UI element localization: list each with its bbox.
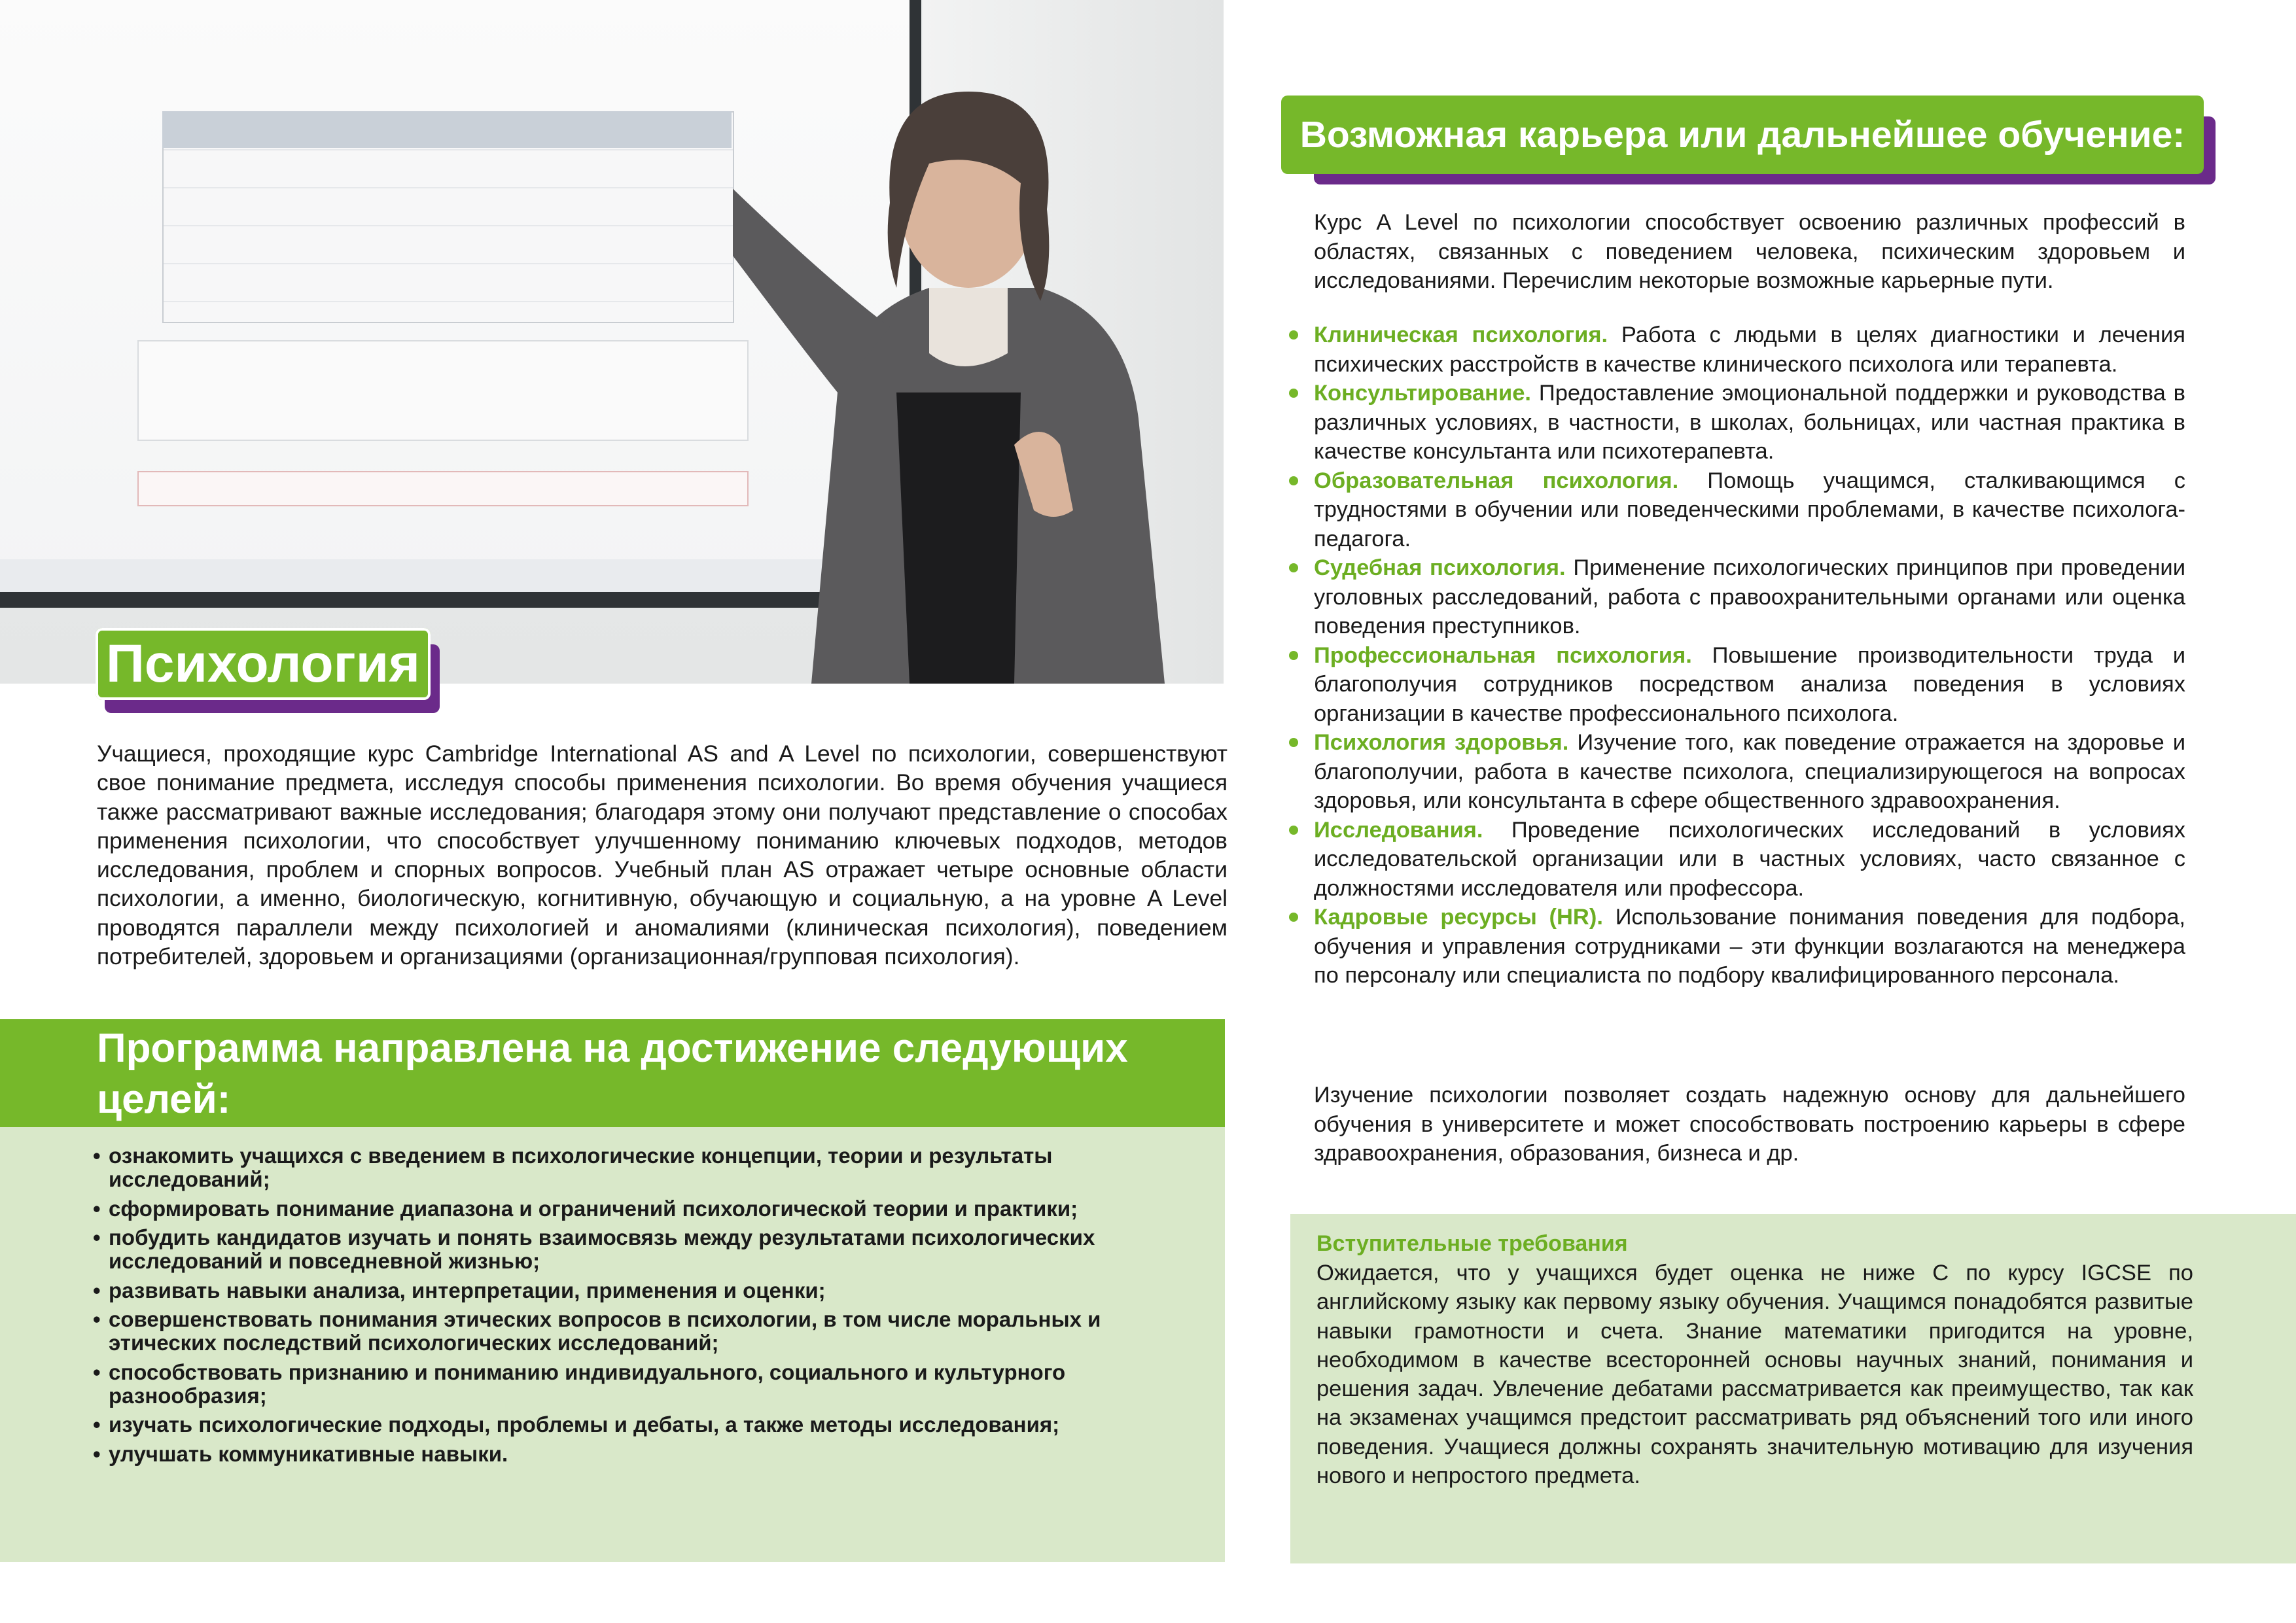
intro-paragraph: Учащиеся, проходящие курс Cambridge International AS and A Level по психологии, совершенствуют свое понимание предмета, исследуя способы применения психологии. Во время обучения учащиеся также рассматривают важные исследования; благодаря этому они получают представление о способах применения психологии, что способствует улучшенному пониманию ключевых подходов, методов исследования, проблем и спорных вопросов. Учебный план AS отражает четыре основные области психологии, а именно, биологическую, когнитивную, обучающую и социальную, а на уровне A Level проводятся параллели между психологией и аномалиями (клиническая психология), поведением потребителей, здоровьем и организациями (организационная/групповая психология). [97,741,1227,970]
bullet-icon [1289,389,1298,398]
requirements-text: Ожидается, что у учащихся будет оценка не ниже C по курсу IGCSE по английскому языку как первому языку обучения. Учащимся понадобятся развитые навыки грамотности и счета. Знание математики пригодится на уровне, необходимом в качестве всесторонней основы научных знаний, понимания и решения задач. Увлечение дебатами рассматривается как преимущество, так как на экзаменах учащимся предстоит рассматривать ряд объяснений того или иного поведения. Учащиеся должны сохранять значительную мотивацию для изучения нового и непростого предмета. [1316,1261,2193,1489]
career-item [1286,728,2185,816]
bullet-icon [1289,563,1298,572]
career-intro: Курс A Level по психологии способствует освоению различных профессий в областях, связанных с поведением человека, психическим здоровьем и исследованиями. Перечислим некоторые возможные карьерные пути. [1314,210,2185,293]
goal-item: • ознакомить учащихся с введением в психологические концепции, теории и результаты исследований; [93,1144,1179,1191]
career-term: Кадровые ресурсы (HR). [1314,905,1603,930]
goal-item: • совершенствовать понимания этических вопросов в психологии, в том числе моральных и этических последствий психологических исследований; [93,1308,1179,1355]
goal-item: • изучать психологические подходы, проблемы и дебаты, а также методы исследования; [93,1413,1179,1437]
goals-header [0,1019,1225,1127]
whiteboard-table-header [162,111,732,148]
career-header [1281,96,2204,174]
career-list [1286,321,2185,990]
career-term: Консультирование. [1314,381,1531,406]
teacher-figure [733,52,1191,684]
goals-heading: Программа направлена на достижение следующих целей: [97,1026,1128,1122]
career-description: Работа с людьми в целях диагностики и лечения психических расстройств в качестве клинического психолога или терапевта. [1314,323,2185,377]
goals-list [93,1144,1179,1471]
bullet-icon [1289,476,1298,485]
career-term: Образовательная психология. [1314,468,1679,493]
bullet-icon [1289,913,1298,922]
bullet-icon [1289,651,1298,660]
career-item [1286,466,2185,554]
hero-photo [0,0,1224,684]
career-term: Судебная психология. [1314,555,1566,580]
career-heading: Возможная карьера или дальнейшее обучение: [1299,114,2185,156]
career-term: Исследования. [1314,817,1483,843]
career-item [1286,816,2185,903]
requirements-panel [1290,1214,2296,1563]
career-description: Проведение психологических исследований в условиях исследовательской организации или в частных условиях, часто связанное с должностями исследователя или профессора. [1314,817,2185,901]
goal-item: • сформировать понимание диапазона и ограничений психологической теории и практики; [93,1197,1179,1221]
career-description: Повышение производительности труда и благополучия сотрудников посредством анализа поведения в условиях организации в качестве профессионального психолога. [1314,642,2185,726]
career-description: Помощь учащимся, сталкивающимся с трудностями в обучении или поведенческими проблемами, в качестве психолога-педагога. [1314,468,2185,551]
career-term: Клиническая психология. [1314,323,1608,347]
career-description: Применение психологических принципов при проведении уголовных расследований, работа с правоохранительными органами или оценка поведения преступников. [1314,555,2185,638]
career-description: Изучение того, как поведение отражается на здоровье и благополучии, работа в качестве психолога, специализирующегося на вопросах здоровья, или консультанта в сфере общественного здравоохранения. [1314,730,2185,813]
career-item [1286,553,2185,641]
goal-item: • улучшать коммуникативные навыки. [93,1442,1179,1466]
career-item [1286,903,2185,990]
career-description: Использование понимания поведения для подбора, обучения и управления сотрудниками – эти функции возлагаются на менеджера по персоналу или специалиста по подбору квалифицированного персонала. [1314,905,2186,988]
career-item [1286,641,2185,729]
career-term: Психология здоровья. [1314,730,1569,755]
goals-panel [0,1127,1225,1562]
career-item [1286,379,2185,466]
title-badge [96,628,431,700]
requirements-title: Вступительные требования [1316,1231,1628,1256]
career-outro: Изучение психологии позволяет создать надежную основу для дальнейшего обучения в университете и может способствовать построению карьеры в сфере здравоохранения, образования, бизнеса и др. [1314,1083,2185,1166]
bullet-icon [1289,738,1298,747]
career-description: Предоставление эмоциональной поддержки и руководства в различных условиях, в частности, в школах, больницах, или частная практика в качестве консультанта или психотерапевта. [1314,381,2185,464]
goal-item: • побудить кандидатов изучать и понять взаимосвязь между результатами психологических исследований и повседневной жизнью; [93,1226,1179,1273]
goal-item: • способствовать признанию и пониманию индивидуального, социального и культурного разнообразия; [93,1361,1179,1408]
goal-item: • развивать навыки анализа, интерпретации, применения и оценки; [93,1279,1179,1302]
page-title: Психология [105,634,421,693]
career-item [1286,321,2185,379]
bullet-icon [1289,330,1298,340]
whiteboard-note [137,340,749,441]
bullet-icon [1289,826,1298,835]
career-term: Профессиональная психология. [1314,642,1692,668]
whiteboard-question [137,471,749,506]
